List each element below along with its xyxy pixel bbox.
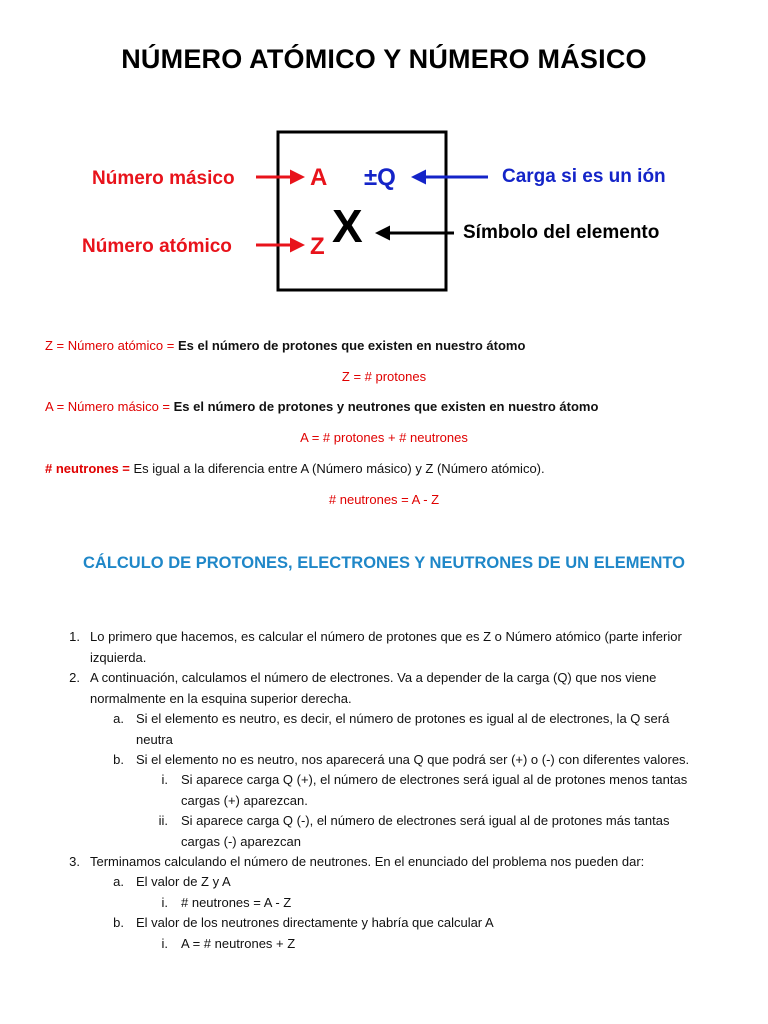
list-marker: a. — [113, 874, 124, 889]
list-item-text: normalmente en la esquina superior derecha. — [90, 690, 352, 706]
list-item-text: cargas (+) aparezcan. — [181, 792, 308, 808]
list-marker: 1. — [69, 629, 80, 644]
mass-number-label: Número másico — [92, 168, 235, 189]
charge-label: Carga si es un ión — [502, 166, 666, 187]
atomic-number-term: Z = Número atómico = — [45, 338, 175, 353]
list-item-text: A = # neutrones + Z — [181, 936, 296, 951]
mass-letter-a: A — [310, 164, 328, 191]
page-title: NÚMERO ATÓMICO Y NÚMERO MÁSICO — [121, 44, 647, 74]
list-marker: b. — [113, 752, 124, 767]
list-marker: i. — [161, 772, 168, 787]
list-marker: 2. — [69, 670, 80, 685]
list-item-text: Si aparece carga Q (+), el número de electrones será igual al de protones menos tantas — [181, 772, 688, 787]
list-item-text: Terminamos calculando el número de neutrones. En el enunciado del problema nos pueden dar: — [90, 854, 645, 869]
section-title: CÁLCULO DE PROTONES, ELECTRONES Y NEUTRONES DE UN ELEMENTO — [82, 554, 686, 572]
atomic-number-formula: Z = # protones — [341, 369, 427, 384]
mass-number-definition — [45, 398, 598, 416]
neutrons-formula: # neutrones = A - Z — [328, 492, 440, 507]
neutrons-term: # neutrones = — [45, 461, 130, 476]
mass-number-text: Es el número de protones y neutrones que existen en nuestro átomo — [173, 399, 599, 414]
list-marker: 3. — [69, 854, 80, 869]
list-item-text: # neutrones = A - Z — [181, 895, 292, 910]
list-marker: a. — [113, 711, 124, 726]
list-item-text: Si aparece carga Q (-), el número de electrones será igual al de protones más tantas — [181, 813, 670, 828]
list-item-text: Si el elemento es neutro, es decir, el número de protones es igual al de electrones, la Q será — [136, 711, 670, 726]
symbol-label: Símbolo del elemento — [463, 222, 660, 243]
list-item-text: neutra — [136, 731, 173, 747]
nuclide-notation-diagram — [70, 118, 710, 298]
atomic-letter-z: Z — [310, 233, 325, 260]
atomic-number-text: Es el número de protones que existen en nuestro átomo — [177, 338, 526, 353]
list-item-text: El valor de los neutrones directamente y habría que calcular A — [136, 915, 494, 930]
atomic-number-label: Número atómico — [82, 236, 232, 257]
nuclide-diagram-svg — [70, 118, 710, 298]
list-item-text: Lo primero que hacemos, es calcular el número de protones que es Z o Número atómico (parte inferior — [90, 629, 682, 644]
list-marker: b. — [113, 915, 124, 930]
neutrons-definition — [45, 460, 545, 478]
mass-number-formula: A = # protones + # neutrones — [300, 430, 468, 445]
list-item-text: cargas (-) aparezcan — [181, 833, 301, 849]
list-item-text: izquierda. — [90, 649, 147, 665]
list-marker: ii. — [158, 813, 168, 828]
list-item-text: Si el elemento no es neutro, nos aparecerá una Q que podrá ser (+) o (-) con diferentes valores. — [136, 752, 690, 767]
list-item-text: El valor de Z y A — [136, 874, 231, 889]
list-marker: i. — [161, 936, 168, 951]
charge-letter-q: ±Q — [364, 164, 396, 191]
list-item-text: A continuación, calculamos el número de electrones. Va a depender de la carga (Q) que nos viene — [90, 670, 657, 685]
neutrons-text: Es igual a la diferencia entre A (Número másico) y Z (Número atómico). — [133, 461, 545, 476]
list-marker: i. — [161, 895, 168, 910]
element-symbol-x: X — [332, 200, 363, 252]
atomic-number-definition — [45, 337, 525, 355]
mass-number-term: A = Número másico = — [45, 399, 170, 414]
